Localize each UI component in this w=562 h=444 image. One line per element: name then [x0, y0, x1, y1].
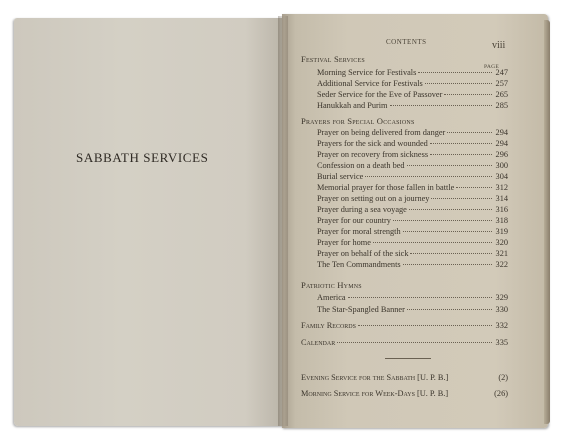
leader-dots [456, 187, 492, 188]
toc-entry-morning-service-weekdays [301, 389, 508, 400]
toc-entry-page: 247 [495, 68, 508, 77]
leader-dots [407, 309, 492, 310]
leader-dots [409, 209, 492, 210]
toc-entry-label: Additional Service for Festivals [317, 79, 423, 88]
divider-rule [385, 358, 431, 359]
toc-entry [301, 150, 508, 161]
toc-entry-label: Hanukkah and Purim [317, 101, 388, 110]
toc-entry-page: 332 [495, 321, 508, 330]
toc-entry [301, 249, 508, 260]
leader-dots [365, 176, 492, 177]
toc-entry-page: 296 [495, 150, 508, 159]
toc-entry-page: 314 [495, 194, 508, 203]
toc-entry-page: (26) [494, 389, 508, 398]
leader-dots [418, 72, 492, 73]
toc-entry [301, 139, 508, 150]
page-column-label: PAGE [484, 64, 500, 70]
toc-entry-calendar [301, 338, 508, 349]
toc-entry-label: Prayers for the sick and wounded [317, 139, 428, 148]
leader-dots [348, 297, 492, 298]
leader-dots [447, 132, 492, 133]
toc-entry [301, 79, 508, 90]
toc-entry-evening-service [301, 373, 508, 384]
toc-entry-page: 285 [495, 101, 508, 110]
toc-entry [301, 161, 508, 172]
toc-entry-page: 316 [495, 205, 508, 214]
toc-entry-page: 322 [495, 260, 508, 269]
leader-dots [430, 143, 492, 144]
toc-entry-page: 318 [495, 216, 508, 225]
toc-entry-page: 321 [495, 249, 508, 258]
toc-entry-label: The Ten Commandments [317, 260, 401, 269]
toc-entry [301, 172, 508, 183]
leader-dots [403, 231, 492, 232]
leader-dots [390, 105, 492, 106]
toc-entry-label: Seder Service for the Eve of Passover [317, 90, 443, 99]
section-festival-services: Festival Services [301, 54, 365, 64]
toc-entry [301, 128, 508, 139]
toc-entry-label: Prayer for moral strength [317, 227, 401, 236]
toc-entry [301, 194, 508, 205]
leader-dots [431, 198, 492, 199]
leader-dots [403, 264, 492, 265]
leader-dots [358, 325, 492, 326]
book-gutter [278, 16, 288, 426]
toc-entry-label: Evening Service for the Sabbath [U. P. B.] [301, 373, 449, 382]
toc-entry [301, 68, 508, 79]
section-prayers-special-occasions: Prayers for Special Occasions [301, 116, 415, 126]
toc-entry [301, 260, 508, 271]
toc-entry-page: 294 [495, 128, 508, 137]
toc-entry-label: Morning Service for Week-Days [U. P. B.] [301, 389, 449, 398]
toc-entry-page: 304 [495, 172, 508, 181]
toc-entry [301, 205, 508, 216]
toc-entry [301, 293, 508, 304]
toc-entry-family-records [301, 321, 508, 332]
toc-entry-label: Family Records [301, 321, 356, 330]
leader-dots [425, 83, 492, 84]
toc-entry-page: 319 [495, 227, 508, 236]
toc-entry [301, 101, 508, 112]
toc-entry [301, 305, 508, 316]
toc-entry-label: The Star-Spangled Banner [317, 305, 405, 314]
left-page-title: SABBATH SERVICES [76, 150, 209, 165]
toc-entry-page: 265 [495, 90, 508, 99]
toc-entry-page: 329 [495, 293, 508, 302]
toc-entry-page: 320 [495, 238, 508, 247]
toc-entry-label: Prayer on being delivered from danger [317, 128, 446, 137]
toc-entry [301, 183, 508, 194]
leader-dots [430, 154, 492, 155]
toc-entry-page: 335 [495, 338, 508, 347]
toc-entry-label: Memorial prayer for those fallen in battle [317, 183, 455, 192]
leader-dots [410, 253, 492, 254]
leader-dots [373, 242, 492, 243]
toc-entry [301, 227, 508, 238]
toc-entry-page: (2) [498, 373, 508, 382]
page-number: viii [492, 40, 506, 51]
toc-entry-page: 300 [495, 161, 508, 170]
toc-entry-page: 294 [495, 139, 508, 148]
leader-dots [393, 220, 492, 221]
toc-entry-label: Morning Service for Festivals [317, 68, 417, 77]
toc-entry-label: Prayer during a sea voyage [317, 205, 407, 214]
toc-entry-label: Prayer for home [317, 238, 371, 247]
left-page [14, 18, 286, 426]
toc-entry-label: Prayer for our country [317, 216, 391, 225]
toc-entry-page: 330 [495, 305, 508, 314]
toc-entry [301, 90, 508, 101]
toc-entry [301, 216, 508, 227]
leader-dots [407, 165, 492, 166]
toc-entry-label: America [317, 293, 346, 302]
leader-dots [337, 342, 492, 343]
toc-entry-page: 312 [495, 183, 508, 192]
contents-header: CONTENTS [386, 38, 427, 46]
toc-entry-page: 257 [495, 79, 508, 88]
toc-entry-label: Burial service [317, 172, 364, 181]
section-patriotic-hymns: Patriotic Hymns [301, 280, 362, 290]
leader-dots [444, 94, 492, 95]
page-edge [544, 20, 550, 424]
toc-entry-label: Confession on a death bed [317, 161, 405, 170]
toc-entry [301, 238, 508, 249]
toc-entry-label: Calendar [301, 338, 336, 347]
toc-entry-label: Prayer on setting out on a journey [317, 194, 430, 203]
toc-entry-label: Prayer on behalf of the sick [317, 249, 409, 258]
toc-entry-label: Prayer on recovery from sickness [317, 150, 429, 159]
